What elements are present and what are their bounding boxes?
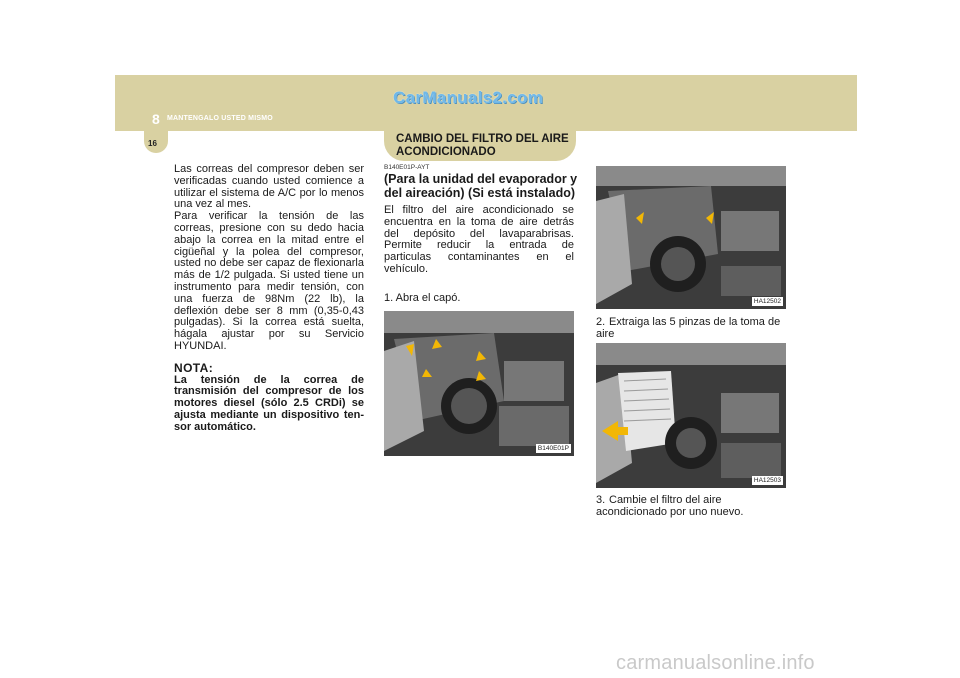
figure-label: B140E01P <box>537 445 569 452</box>
engine-photo-1 <box>384 311 574 456</box>
step-2 <box>596 316 786 340</box>
section-code: B140E01P-AYT <box>384 164 430 171</box>
step-text: Extraiga las 5 pinzas de la toma de aire <box>596 316 781 340</box>
step-number: 3. <box>596 494 606 506</box>
footer-watermark[interactable]: carmanualsonline.info <box>616 652 815 674</box>
step-3 <box>596 494 786 518</box>
step-text: Cambie el filtro del aire acondicionado por uno nuevo. <box>596 494 744 518</box>
paragraph: Las correas del compresor deben ser verificadas cuando usted comience a utilizar el sistema de A/C por lo menos una vez al mes. <box>174 163 364 211</box>
paragraph: El filtro del aire acondicionado se encuentra en la toma de aire detrás del depósito del lavaparabrisas. Permite reducir la entrada de particulas contaminantes en el vehículo. <box>384 204 574 275</box>
left-column <box>174 164 364 434</box>
note-body: La tensión de la correa de transmisión del compresor de los motores diesel (sólo 2.5 CRDi) se ajusta mediante un dispositivo ten-sor automático. <box>174 373 364 433</box>
step-number: 2. <box>596 316 606 328</box>
figure-label: HA12502 <box>753 298 781 305</box>
paragraph: Para verificar la tensión de las correas, presione con su dedo hacia abajo la correa en la mitad entre el cigüeñal y la polea del compresor, usted no debe ser capaz de flexionarla más de 1/2 pulgada. Si usted tiene un instrumento para medir tensión, con una fuerza de 98Nm (22 lb), la deflexión debe ser 8 mm (0,35-0,43 pulgadas). Si la correa está suelta, hágala ajustar por su Servicio HYUNDAI. <box>174 210 364 352</box>
chapter-number: 8 <box>152 111 160 127</box>
section-subtitle: (Para la unidad del evaporador y del aireación) (Si está instalado) <box>384 172 578 200</box>
engine-photo-3 <box>596 343 786 488</box>
intro-text <box>384 205 574 276</box>
watermark-link[interactable]: CarManuals2.com <box>393 88 543 107</box>
note-title: NOTA: <box>174 360 214 375</box>
figure-label: HA12503 <box>753 477 781 484</box>
chapter-title: MANTENGALO USTED MISMO <box>167 115 273 122</box>
step-1: 1. Abra el capó. <box>384 292 461 304</box>
engine-photo-2 <box>596 166 786 309</box>
page-number: 16 <box>148 139 157 148</box>
section-title: CAMBIO DEL FILTRO DEL AIRE ACONDICIONADO <box>396 133 569 158</box>
